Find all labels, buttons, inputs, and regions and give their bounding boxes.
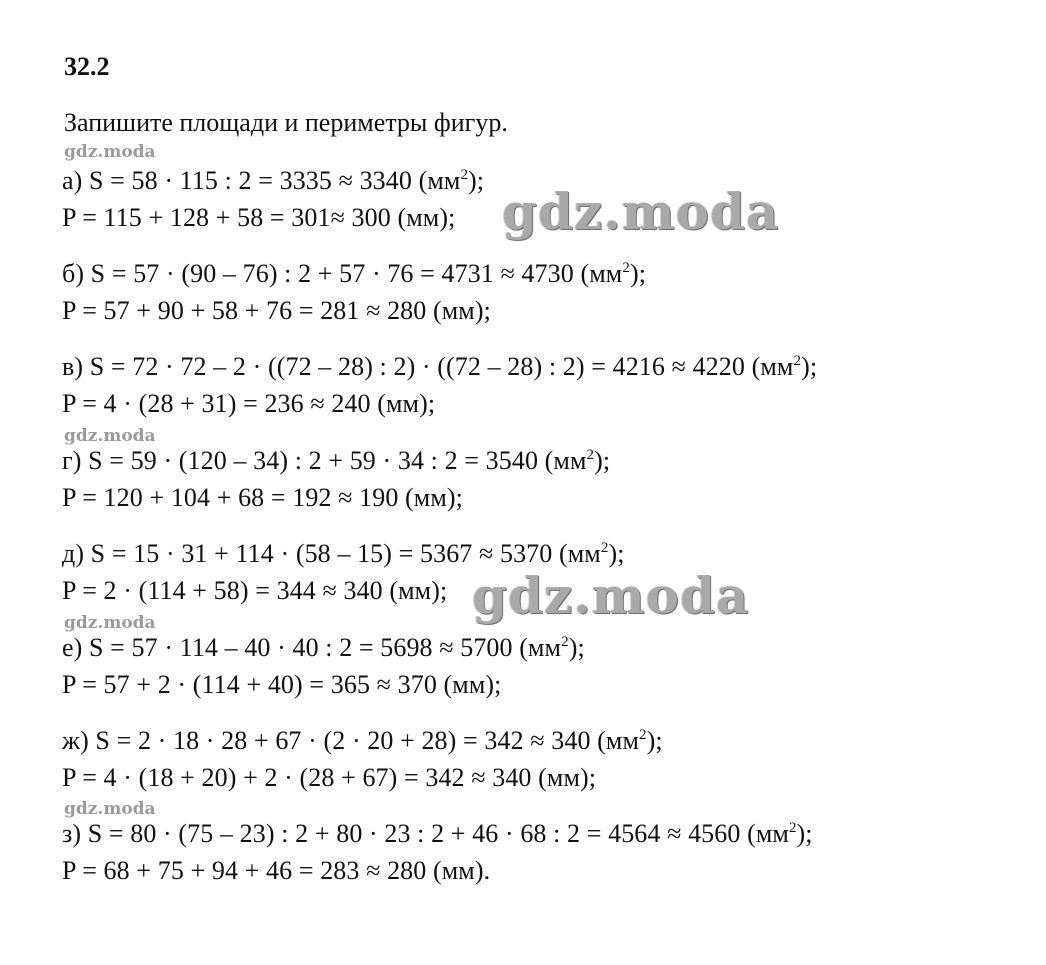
watermark-small: gdz.moda	[64, 799, 156, 819]
watermark-small: gdz.moda	[64, 142, 156, 162]
task-statement: Запишите площади и периметры фигур.	[64, 108, 508, 137]
part-g-area: г) S = 59 · (120 – 34) : 2 + 59 · 34 : 2 = 3540 $(мм^2)$;	[62, 446, 611, 475]
part-zh-area: ж) S = 2 · 18 · 28 + 67 · (2 · 20 + 28) = 342 ≈ 340 $(мм^2)$;	[62, 726, 663, 755]
part-z-area: з) S = 80 · (75 – 23) : 2 + 80 · 23 : 2 + 46 · 68 : 2 = 4564 ≈ 4560 $(мм^2)$;	[62, 819, 813, 848]
part-g-perimeter: P = 120 + 104 + 68 = 192 ≈ 190 (мм);	[62, 483, 463, 512]
part-a-perimeter: P = 115 + 128 + 58 = 301≈ 300 (мм);	[62, 203, 456, 232]
part-e-area: е) S = 57 · 114 – 40 · 40 : 2 = 5698 ≈ 5700 $(мм^2)$;	[62, 633, 585, 662]
part-v-perimeter: P = 4 · (28 + 31) = 236 ≈ 240 (мм);	[62, 389, 436, 418]
watermark-large: gdz.moda	[502, 182, 780, 241]
part-b-perimeter: P = 57 + 90 + 58 + 76 = 281 ≈ 280 (мм);	[62, 296, 491, 325]
part-v-area: в) S = 72 · 72 – 2 · ((72 – 28) : 2) · ((72 – 28) : 2) = 4216 ≈ 4220 $(мм^2)$;	[62, 352, 818, 381]
watermark-small: gdz.moda	[64, 426, 156, 446]
part-zh-perimeter: P = 4 · (18 + 20) + 2 · (28 + 67) = 342 ≈ 340 (мм);	[62, 763, 597, 792]
watermark-large: gdz.moda	[472, 566, 750, 625]
part-z-perimeter: P = 68 + 75 + 94 + 46 = 283 ≈ 280 (мм).	[62, 856, 491, 885]
part-e-perimeter: P = 57 + 2 · (114 + 40) = 365 ≈ 370 (мм);	[62, 670, 502, 699]
part-b-area: б) S = 57 · (90 – 76) : 2 + 57 · 76 = 4731 ≈ 4730 $(мм^2)$;	[62, 259, 647, 288]
part-d-area: д) S = 15 · 31 + 114 · (58 – 15) = 5367 ≈ 5370 $(мм^2)$;	[62, 539, 625, 568]
part-d-perimeter: P = 2 · (114 + 58) = 344 ≈ 340 (мм);	[62, 576, 448, 605]
watermark-small: gdz.moda	[64, 613, 156, 633]
part-a-area: а) S = 58 · 115 : 2 = 3335 ≈ 3340 $(мм^2)$;	[62, 166, 485, 195]
problem-number: 32.2	[64, 52, 110, 81]
